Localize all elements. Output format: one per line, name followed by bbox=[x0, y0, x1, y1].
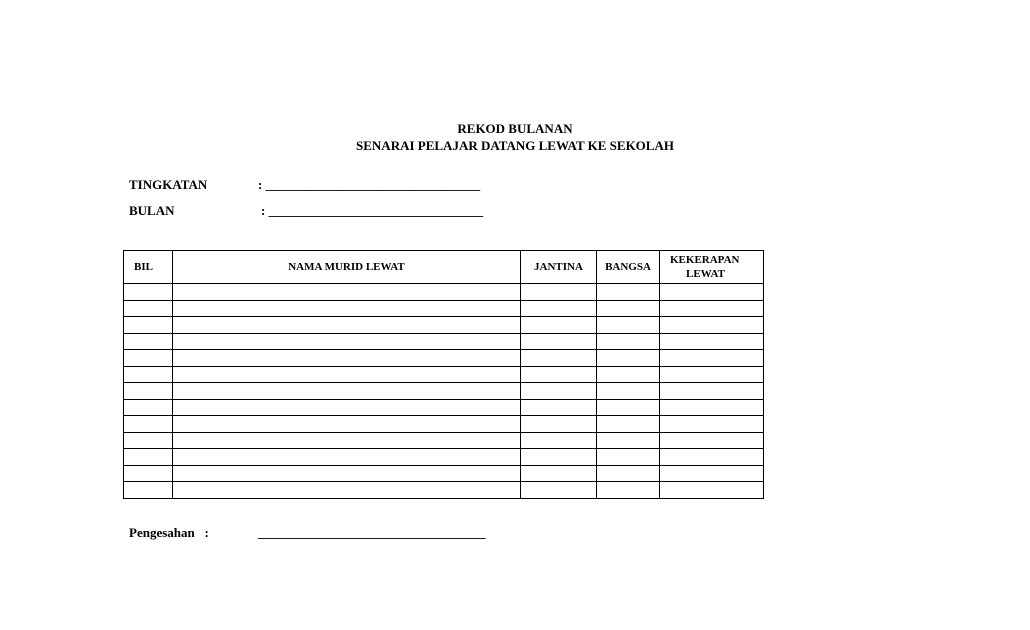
pengesahan-line: ___________________________________ bbox=[258, 525, 486, 540]
cell-bangsa bbox=[597, 366, 660, 383]
cell-bil bbox=[124, 465, 173, 482]
table-row bbox=[124, 350, 764, 367]
cell-bangsa bbox=[597, 416, 660, 433]
pengesahan-label: Pengesahan : bbox=[129, 525, 209, 540]
cell-nama bbox=[173, 317, 521, 334]
cell-nama bbox=[173, 350, 521, 367]
cell-jantina bbox=[521, 284, 597, 301]
cell-jantina bbox=[521, 465, 597, 482]
cell-bangsa bbox=[597, 317, 660, 334]
cell-nama bbox=[173, 284, 521, 301]
cell-kekerapan bbox=[660, 284, 764, 301]
cell-bil bbox=[124, 432, 173, 449]
cell-nama bbox=[173, 416, 521, 433]
cell-nama bbox=[173, 449, 521, 466]
cell-jantina bbox=[521, 383, 597, 400]
col-header-nama: NAMA MURID LEWAT bbox=[173, 251, 521, 284]
col-header-bil: BIL bbox=[124, 251, 173, 284]
cell-bil bbox=[124, 416, 173, 433]
bulan-label: BULAN bbox=[129, 203, 175, 218]
cell-bil bbox=[124, 482, 173, 499]
col-header-jantina: JANTINA bbox=[521, 251, 597, 284]
table-row bbox=[124, 383, 764, 400]
cell-kekerapan bbox=[660, 465, 764, 482]
table-header-row bbox=[124, 251, 764, 284]
cell-nama bbox=[173, 399, 521, 416]
cell-bangsa bbox=[597, 432, 660, 449]
cell-bil bbox=[124, 284, 173, 301]
cell-bangsa bbox=[597, 284, 660, 301]
cell-bangsa bbox=[597, 465, 660, 482]
cell-nama bbox=[173, 366, 521, 383]
table-row bbox=[124, 482, 764, 499]
cell-bangsa bbox=[597, 383, 660, 400]
cell-jantina bbox=[521, 350, 597, 367]
col-header-bangsa: BANGSA bbox=[597, 251, 660, 284]
cell-jantina bbox=[521, 333, 597, 350]
table-row bbox=[124, 300, 764, 317]
cell-kekerapan bbox=[660, 366, 764, 383]
table-row bbox=[124, 416, 764, 433]
cell-kekerapan bbox=[660, 449, 764, 466]
cell-nama bbox=[173, 300, 521, 317]
table-row bbox=[124, 449, 764, 466]
cell-bil bbox=[124, 300, 173, 317]
cell-bil bbox=[124, 366, 173, 383]
table-row bbox=[124, 366, 764, 383]
cell-nama bbox=[173, 482, 521, 499]
title-line-2: SENARAI PELAJAR DATANG LEWAT KE SEKOLAH bbox=[356, 138, 674, 153]
cell-kekerapan bbox=[660, 383, 764, 400]
table-row bbox=[124, 284, 764, 301]
cell-kekerapan bbox=[660, 317, 764, 334]
cell-jantina bbox=[521, 366, 597, 383]
table-row bbox=[124, 317, 764, 334]
cell-kekerapan bbox=[660, 333, 764, 350]
table-row bbox=[124, 432, 764, 449]
bulan-line: : _________________________________ bbox=[261, 203, 484, 218]
cell-kekerapan bbox=[660, 399, 764, 416]
cell-nama bbox=[173, 333, 521, 350]
col-header-kekerapan-line1: KEKERAPAN bbox=[670, 254, 740, 266]
cell-nama bbox=[173, 432, 521, 449]
cell-bil bbox=[124, 350, 173, 367]
cell-bil bbox=[124, 449, 173, 466]
cell-bangsa bbox=[597, 350, 660, 367]
cell-bangsa bbox=[597, 333, 660, 350]
cell-kekerapan bbox=[660, 300, 764, 317]
cell-bangsa bbox=[597, 300, 660, 317]
cell-bangsa bbox=[597, 482, 660, 499]
cell-bil bbox=[124, 399, 173, 416]
cell-jantina bbox=[521, 482, 597, 499]
cell-bil bbox=[124, 383, 173, 400]
cell-kekerapan bbox=[660, 482, 764, 499]
cell-kekerapan bbox=[660, 350, 764, 367]
table-row bbox=[124, 399, 764, 416]
cell-kekerapan bbox=[660, 432, 764, 449]
cell-jantina bbox=[521, 300, 597, 317]
title-line-1: REKOD BULANAN bbox=[457, 121, 573, 136]
cell-nama bbox=[173, 465, 521, 482]
cell-bil bbox=[124, 317, 173, 334]
table-row bbox=[124, 333, 764, 350]
cell-bangsa bbox=[597, 449, 660, 466]
cell-jantina bbox=[521, 432, 597, 449]
tingkatan-line: : _________________________________ bbox=[258, 177, 481, 192]
cell-bangsa bbox=[597, 399, 660, 416]
col-header-kekerapan bbox=[660, 251, 764, 284]
table-row bbox=[124, 465, 764, 482]
tingkatan-label: TINGKATAN bbox=[129, 177, 208, 192]
cell-kekerapan bbox=[660, 416, 764, 433]
cell-jantina bbox=[521, 449, 597, 466]
cell-bil bbox=[124, 333, 173, 350]
records-table bbox=[123, 250, 764, 499]
cell-jantina bbox=[521, 317, 597, 334]
cell-nama bbox=[173, 383, 521, 400]
cell-jantina bbox=[521, 416, 597, 433]
cell-jantina bbox=[521, 399, 597, 416]
col-header-kekerapan-line2: LEWAT bbox=[686, 268, 725, 280]
table-body bbox=[124, 284, 764, 499]
